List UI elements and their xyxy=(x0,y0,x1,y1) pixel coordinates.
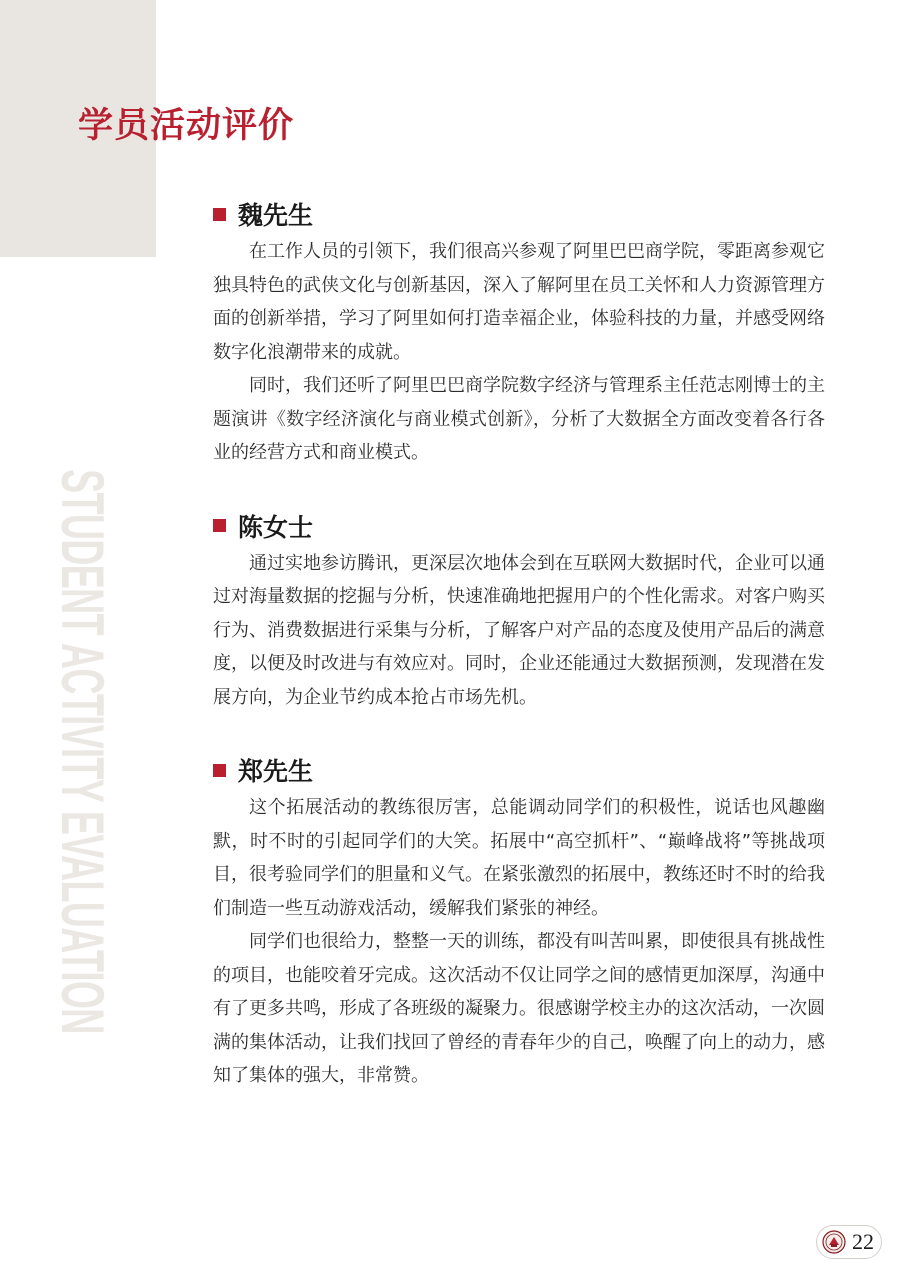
reviewer-name: 郑先生 xyxy=(238,757,314,786)
evaluation-list xyxy=(213,194,825,1093)
reviewer-name: 陈女士 xyxy=(238,512,314,542)
review-paragraph: 同学们也很给力，整整一天的训练，都没有叫苦叫累，即使很具有挑战性的项目，也能咬着牙完成。这次活动不仅让同学之间的感情更加深厚，沟通中有了更多共鸣，形成了各班级的凝聚力。很感谢学校主办的这次活动，一次圆满的集体活动，让我们找回了曾经的青春年少的自己，唤醒了向上的动力，感知了集体的强大，非常赞。 xyxy=(213,931,825,1086)
square-bullet-icon xyxy=(213,208,226,221)
square-bullet-icon xyxy=(213,519,226,532)
square-bullet-icon xyxy=(213,764,226,777)
page-number: 22 xyxy=(852,1229,874,1254)
side-watermark-text: STUDENT ACTIVITY EVALUATION xyxy=(49,468,116,1034)
review-paragraph: 通过实地参访腾讯，更深层次地体会到在互联网大数据时代，企业可以通过对海量数据的挖掘与分析，快速准确地把握用户的个性化需求。对客户购买行为、消费数据进行采集与分析，了解客户对产品的态度及使用产品后的满意度，以便及时改进与有效应对。同时，企业还能通过大数据预测，发现潜在发展方向，为企业节约成本抢占市场先机。 xyxy=(213,552,825,708)
page-number-badge xyxy=(816,1225,882,1259)
evaluation-section xyxy=(213,750,825,1093)
university-seal-icon xyxy=(822,1230,846,1254)
review-paragraph: 同时，我们还听了阿里巴巴商学院数字经济与管理系主任范志刚博士的主题演讲《数字经济演化与商业模式创新》，分析了大数据全方面改变着各行各业的经营方式和商业模式。 xyxy=(213,375,825,463)
review-paragraph: 这个拓展活动的教练很厉害，总能调动同学们的积极性，说话也风趣幽默，时不时的引起同学们的大笑。拓展中“高空抓杆”、“巅峰战将”等挑战项目，很考验同学们的胆量和义气。在紧张激烈的拓展中，教练还时不时的给我们制造一些互动游戏活动，缓解我们紧张的神经。 xyxy=(213,797,825,919)
side-watermark xyxy=(50,305,114,1197)
reviewer-name: 魏先生 xyxy=(238,201,314,230)
evaluation-section xyxy=(213,506,825,715)
evaluation-section xyxy=(213,194,825,470)
section-heading xyxy=(213,506,825,546)
section-heading xyxy=(213,194,825,234)
review-paragraph: 在工作人员的引领下，我们很高兴参观了阿里巴巴商学院，零距离参观它独具特色的武侠文化与创新基因，深入了解阿里在员工关怀和人力资源管理方面的创新举措，学习了阿里如何打造幸福企业，体验科技的力量，并感受网络数字化浪潮带来的成就。 xyxy=(213,241,825,363)
section-heading xyxy=(213,750,825,790)
page-title: 学员活动评价 xyxy=(78,106,295,146)
